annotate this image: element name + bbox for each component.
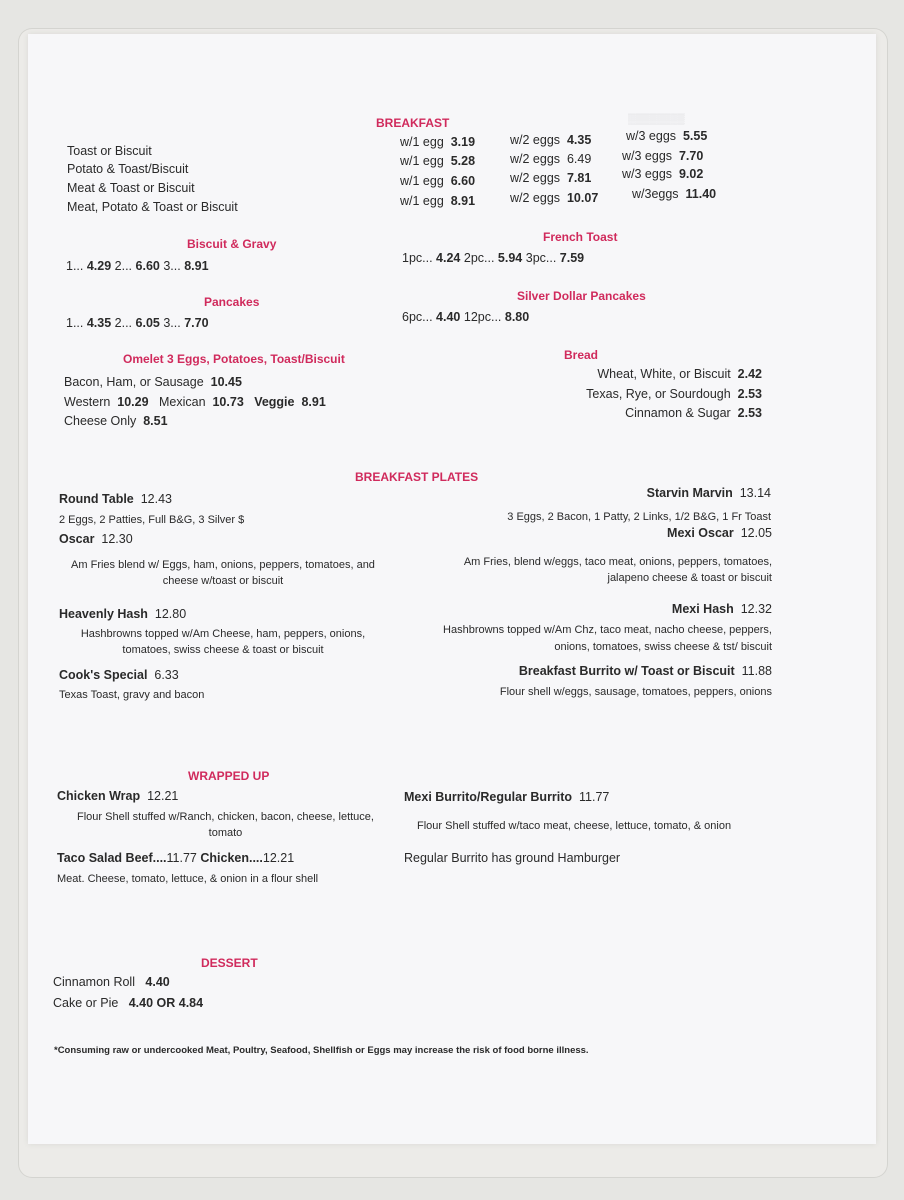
- plate-breakfast-burrito: Breakfast Burrito w/ Toast or Biscuit 11.88: [518, 664, 772, 678]
- egg-option: w/3eggs 11.40: [632, 187, 717, 201]
- egg-option: w/2 eggs 10.07: [510, 191, 599, 205]
- plate-mexi-oscar-desc: jalapeno cheese & toast or biscuit: [607, 572, 772, 584]
- egg-option: w/3 eggs 5.55: [626, 129, 708, 143]
- bleed-through-text: ▒▒▒▒▒▒▒▒: [628, 114, 685, 125]
- breakfast-item-name: Toast or Biscuit: [67, 144, 152, 158]
- bread-item: Wheat, White, or Biscuit 2.42: [597, 367, 762, 381]
- egg-option: w/2 eggs 6.49: [510, 152, 592, 166]
- plate-oscar: Oscar 12.30: [59, 532, 133, 546]
- plate-cooks-desc: Texas Toast, gravy and bacon: [59, 689, 205, 701]
- french-toast-prices: 1pc... 4.24 2pc... 5.94 3pc... 7.59: [402, 251, 585, 265]
- egg-option: w/1 egg 8.91: [400, 194, 476, 208]
- silver-dollar-prices: 6pc... 4.40 12pc... 8.80: [402, 310, 530, 324]
- wrap-chicken: Chicken Wrap 12.21: [57, 789, 179, 803]
- french-toast-heading: French Toast: [543, 230, 618, 244]
- plate-heavenly-hash: Heavenly Hash 12.80: [59, 607, 187, 621]
- wrap-regular-note: Regular Burrito has ground Hamburger: [404, 851, 621, 865]
- plate-mexi-oscar-desc: Am Fries, blend w/eggs, taco meat, onions, peppers, tomatoes,: [463, 556, 772, 568]
- plate-starvin-desc: 3 Eggs, 2 Bacon, 1 Patty, 2 Links, 1/2 B&G, 1 Fr Toast: [507, 511, 771, 523]
- omelet-item: Cheese Only 8.51: [64, 414, 168, 428]
- biscuit-gravy-heading: Biscuit & Gravy: [187, 237, 277, 251]
- wrap-mexi-burrito-desc: Flour Shell stuffed w/taco meat, cheese, lettuce, tomato, & onion: [417, 820, 732, 832]
- egg-option: w/1 egg 6.60: [400, 174, 476, 188]
- wrap-taco-salad-desc: Meat. Cheese, tomato, lettuce, & onion in a flour shell: [57, 873, 319, 885]
- breakfast-item-name: Meat & Toast or Biscuit: [67, 181, 195, 195]
- plate-round-table: Round Table 12.43: [59, 492, 172, 506]
- wrap-mexi-burrito: Mexi Burrito/Regular Burrito 11.77: [404, 790, 610, 804]
- plate-oscar-desc: cheese w/toast or biscuit: [162, 575, 284, 587]
- egg-option: w/2 eggs 7.81: [510, 171, 592, 185]
- dessert-cake-pie: Cake or Pie 4.40 OR 4.84: [53, 996, 204, 1010]
- plate-heavenly-desc: Hashbrowns topped w/Am Cheese, ham, peppers, onions,: [80, 628, 366, 640]
- silver-dollar-heading: Silver Dollar Pancakes: [517, 289, 646, 303]
- pancakes-prices: 1... 4.35 2... 6.05 3... 7.70: [66, 316, 209, 330]
- plate-round-table-desc: 2 Eggs, 2 Patties, Full B&G, 3 Silver $: [59, 514, 245, 526]
- egg-option: w/3 eggs 9.02: [622, 167, 704, 181]
- breakfast-plates-heading: BREAKFAST PLATES: [355, 470, 479, 484]
- plate-mexi-oscar: Mexi Oscar 12.05: [667, 526, 772, 540]
- biscuit-gravy-prices: 1... 4.29 2... 6.60 3... 8.91: [66, 259, 209, 273]
- breakfast-item-name: Meat, Potato & Toast or Biscuit: [67, 200, 238, 214]
- dessert-heading: DESSERT: [201, 956, 258, 970]
- pancakes-heading: Pancakes: [204, 295, 260, 309]
- plate-mexi-hash: Mexi Hash 12.32: [671, 602, 772, 616]
- omelet-heading: Omelet 3 Eggs, Potatoes, Toast/Biscuit: [123, 352, 345, 366]
- food-safety-disclaimer: *Consuming raw or undercooked Meat, Poultry, Seafood, Shellfish or Eggs may increase the risk of food borne illness.: [54, 1045, 589, 1056]
- omelet-item: Bacon, Ham, or Sausage 10.45: [64, 375, 242, 389]
- wrapped-up-heading: WRAPPED UP: [188, 769, 270, 783]
- egg-option: w/3 eggs 7.70: [622, 149, 704, 163]
- plate-cooks-special: Cook's Special 6.33: [59, 668, 179, 682]
- egg-option: w/2 eggs 4.35: [510, 133, 592, 147]
- plate-burrito-desc: Flour shell w/eggs, sausage, tomatoes, peppers, onions: [499, 686, 772, 698]
- bread-heading: Bread: [564, 348, 599, 362]
- bread-item: Texas, Rye, or Sourdough 2.53: [586, 387, 762, 401]
- breakfast-heading: BREAKFAST: [376, 116, 450, 130]
- dessert-cinnamon-roll: Cinnamon Roll 4.40: [53, 975, 170, 989]
- omelet-item: Western 10.29 Mexican 10.73 Veggie 8.91: [64, 395, 326, 409]
- egg-option: w/1 egg 3.19: [400, 135, 476, 149]
- plate-heavenly-desc: tomatoes, swiss cheese & toast or biscuit: [122, 644, 324, 656]
- plate-starvin-marvin: Starvin Marvin 13.14: [646, 486, 771, 500]
- plate-mexi-hash-desc: Hashbrowns topped w/Am Chz, taco meat, nacho cheese, peppers,: [443, 624, 772, 636]
- wrap-chicken-desc: tomato: [208, 827, 243, 839]
- egg-option: w/1 egg 5.28: [400, 154, 476, 168]
- bread-item: Cinnamon & Sugar 2.53: [625, 406, 762, 420]
- plate-oscar-desc: Am Fries blend w/ Eggs, ham, onions, peppers, tomatoes, and: [71, 559, 375, 571]
- menu-sheet: [28, 34, 876, 1144]
- wrap-taco-salad: Taco Salad Beef....11.77 Chicken....12.21: [57, 851, 295, 865]
- breakfast-item-name: Potato & Toast/Biscuit: [67, 162, 189, 176]
- wrap-chicken-desc: Flour Shell stuffed w/Ranch, chicken, bacon, cheese, lettuce,: [77, 811, 374, 823]
- plate-mexi-hash-desc: onions, tomatoes, swiss cheese & tst/ biscuit: [554, 641, 772, 653]
